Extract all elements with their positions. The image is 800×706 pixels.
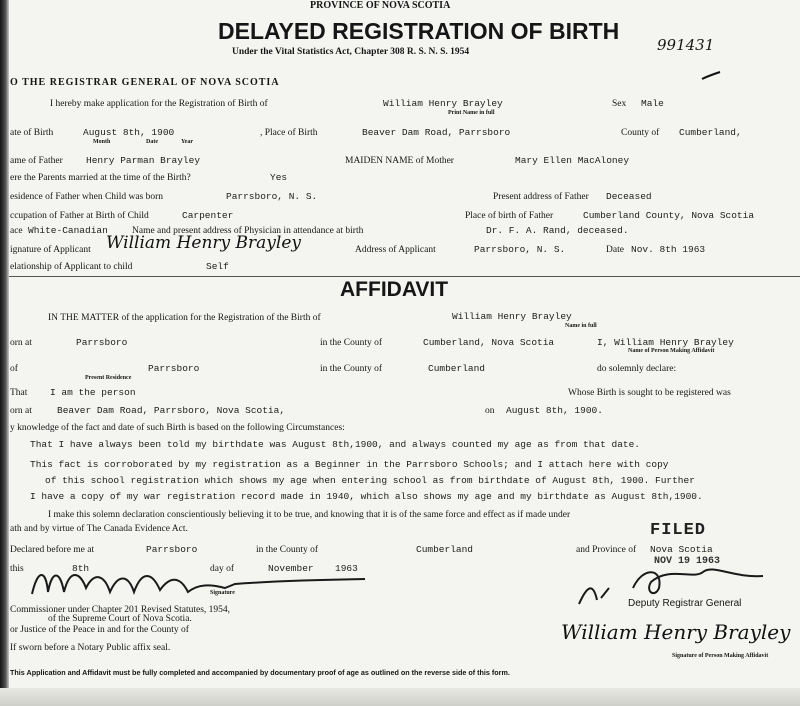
label-month: Month <box>93 139 111 145</box>
child-name: William Henry Brayley <box>383 98 503 109</box>
applicant-signature: William Henry Brayley <box>106 233 302 253</box>
residence-father: Parrsboro, N. S. <box>226 191 318 202</box>
label-county-of-3: in the County of <box>256 545 319 555</box>
notary-note: If sworn before a Notary Public affix seal. <box>10 643 171 653</box>
filed-stamp: FILED <box>650 521 707 540</box>
divider <box>9 276 800 277</box>
label-province-of: and Province of <box>576 545 637 555</box>
solemn-declaration-1: I make this solemn declaration conscientiously believing it to be true, and knowing that it is of the same force and effect as if made under <box>48 510 571 520</box>
province-header: PROVINCE OF NOVA SCOTIA <box>310 0 451 11</box>
check-mark <box>700 70 724 82</box>
label-day-of: day of <box>210 564 235 574</box>
document-title: DELAYED REGISTRATION OF BIRTH <box>218 18 620 44</box>
born-at-value: Parrsboro <box>76 337 128 348</box>
affidavit-matter-text: IN THE MATTER of the application for the Registration of the Birth of <box>48 313 321 323</box>
father-name: Henry Parman Brayley <box>86 155 201 166</box>
that-value: I am the person <box>50 387 136 398</box>
residence-value: Parrsboro <box>148 363 200 374</box>
label-sex: Sex <box>612 99 627 109</box>
label-application-date: Date <box>606 245 624 255</box>
declared-day: 8th <box>72 563 90 574</box>
label-married: ere the Parents married at the time of the Birth? <box>10 173 191 183</box>
declared-province: Nova Scotia <box>650 544 713 555</box>
label-that: That <box>10 388 28 398</box>
footer-note: This Application and Affidavit must be fully completed and accompanied by documentary proof of age as outlined on the reverse side of this form. <box>10 668 510 677</box>
label-born-at: orn at <box>10 338 32 348</box>
application-date: Nov. 8th 1963 <box>631 244 706 255</box>
label-born-at-2: orn at <box>10 406 32 416</box>
label-date-of-birth: ate of Birth <box>10 128 54 138</box>
label-county: County of <box>621 128 660 138</box>
occupation-value: Carpenter <box>182 210 234 221</box>
place-of-birth: Beaver Dam Road, Parrsboro <box>362 127 511 138</box>
declared-place: Parrsboro <box>146 544 198 555</box>
birth-date-affidavit: August 8th, 1900. <box>506 405 603 416</box>
affidavit-child-name: William Henry Brayley <box>452 311 572 322</box>
document-subtitle: Under the Vital Statistics Act, Chapter 308 R. S. N. S. 1954 <box>232 47 470 57</box>
label-present-residence: Present Residence <box>85 375 132 381</box>
declared-county: Cumberland <box>416 544 474 555</box>
residence-county: Cumberland <box>428 363 486 374</box>
label-place-of-birth: , Place of Birth <box>260 128 318 138</box>
solemn-declaration-2: ath and by virtue of The Canada Evidence Act. <box>10 524 188 534</box>
label-date: Date <box>146 139 158 145</box>
affidavit-heading: AFFIDAVIT <box>340 278 449 301</box>
married-value: Yes <box>270 172 288 183</box>
label-name-in-full: Name in full <box>565 323 597 329</box>
date-of-birth: August 8th, 1900 <box>83 127 175 138</box>
label-occupation: ccupation of Father at Birth of Child <box>10 211 149 221</box>
label-signature-applicant: ignature of Applicant <box>10 245 91 255</box>
race-value: White-Canadian <box>28 225 108 236</box>
mother-name: Mary Ellen MacAloney <box>515 155 630 166</box>
circumstance-1: That I have always been told my birthdate was August 8th,1900, and always counted my age as from that date. <box>30 439 640 450</box>
physician-value: Dr. F. A. Rand, deceased. <box>486 225 629 236</box>
applicant-address: Parrsboro, N. S. <box>474 244 566 255</box>
label-year: Year <box>181 139 193 145</box>
born-county-value: Cumberland, Nova Scotia <box>423 337 555 348</box>
circumstance-4: I have a copy of my war registration record made in 1940, which also shows my age and my birthdate as August 8th,1900. <box>30 491 703 502</box>
label-county-of-2: in the County of <box>320 364 383 374</box>
scan-edge <box>0 0 9 706</box>
label-father: ame of Father <box>10 156 63 166</box>
county-value: Cumberland, <box>679 127 742 138</box>
sex-value: Male <box>641 98 664 109</box>
circumstance-3: of this school registration which shows my age when entering school as from birthdate of August 8th, 1900. Further <box>45 475 695 486</box>
present-address: Deceased <box>606 191 652 202</box>
label-print-name: Print Name in full <box>448 110 495 116</box>
label-address-applicant: Address of Applicant <box>355 245 436 255</box>
label-birthplace-father: Place of birth of Father <box>465 211 554 221</box>
addressee-line: O THE REGISTRAR GENERAL OF NOVA SCOTIA <box>10 77 280 88</box>
label-of: of <box>10 364 18 374</box>
do-solemnly-declare: do solemnly declare: <box>597 364 677 374</box>
label-declared-before: Declared before me at <box>10 545 95 555</box>
circumstance-2: This fact is corroborated by my registration as a Beginner in the Parrsboro Schools; and I attach here with copy <box>30 459 669 470</box>
commissioner-line-1: Commissioner under Chapter 201 Revised Statutes, 1954, <box>10 605 231 615</box>
file-number: 991431 <box>657 36 715 54</box>
label-race: ace <box>10 226 23 236</box>
label-mother: MAIDEN NAME of Mother <box>345 156 454 166</box>
label-present-address: Present address of Father <box>493 192 589 202</box>
scan-bottom <box>0 688 800 706</box>
label-whose-birth: Whose Birth is sought to be registered was <box>568 388 731 398</box>
commissioner-line-3: or Justice of the Peace in and for the County of <box>10 625 189 635</box>
label-this: this <box>10 564 24 574</box>
affiant-name: I, William Henry Brayley <box>597 337 734 348</box>
deputy-registrar-label: Deputy Registrar General <box>628 598 742 609</box>
label-relationship: elationship of Applicant to child <box>10 262 133 272</box>
application-text: I hereby make application for the Registration of Birth of <box>50 99 268 109</box>
birthplace-father: Cumberland County, Nova Scotia <box>583 210 755 221</box>
label-signature: Signature <box>210 590 235 596</box>
commissioner-signature <box>20 562 380 604</box>
commissioner-line-2: of the Supreme Court of Nova Scotia. <box>48 614 192 624</box>
relationship-value: Self <box>206 261 229 272</box>
label-person-making-affidavit: Name of Person Making Affidavit <box>628 348 715 354</box>
declared-year: 1963 <box>335 563 358 574</box>
knowledge-text: y knowledge of the fact and date of such Birth is based on the following Circumstances: <box>10 423 345 433</box>
label-physician: Name and present address of Physician in attendance at birth <box>132 226 364 236</box>
label-county-of: in the County of <box>320 338 383 348</box>
filed-date-stamp: NOV 19 1963 <box>654 556 721 567</box>
affiant-signature: William Henry Brayley <box>561 620 791 644</box>
label-on: on <box>485 406 495 416</box>
born-at-place: Beaver Dam Road, Parrsboro, Nova Scotia, <box>57 405 286 416</box>
declared-month: November <box>268 563 314 574</box>
label-residence-father: esidence of Father when Child was born <box>10 192 164 202</box>
label-affiant-signature: Signature of Person Making Affidavit <box>672 653 769 659</box>
